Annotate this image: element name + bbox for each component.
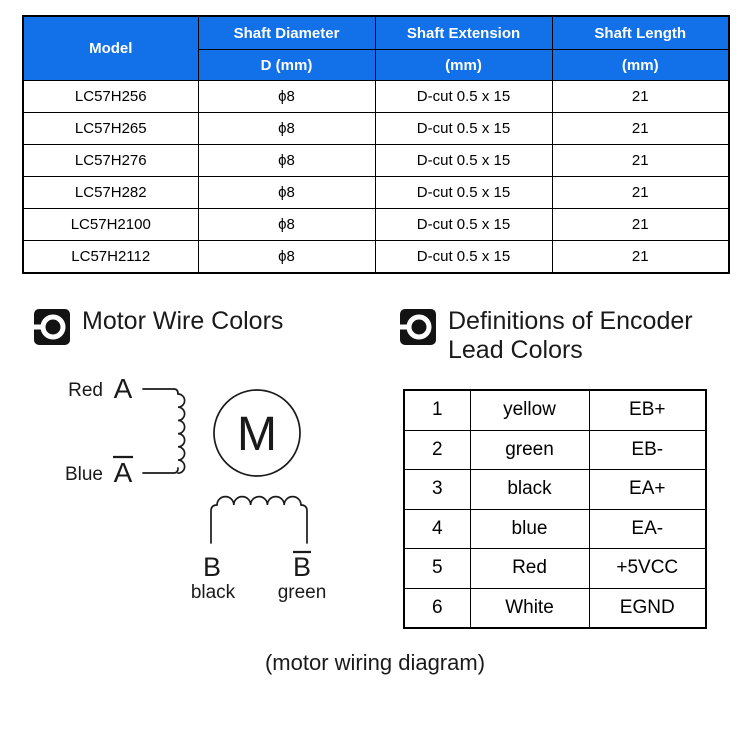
encoder-row [404, 390, 706, 430]
wire-b [211, 505, 217, 543]
motor-wire-colors-title: Motor Wire Colors [82, 307, 284, 335]
spec-row [23, 145, 729, 177]
motor-wiring-diagram [35, 370, 365, 610]
encoder-cell-color: green [470, 430, 589, 470]
wire-a-bar [143, 468, 178, 473]
spec-cell-diameter: ϕ8 [198, 241, 375, 274]
spec-header-length-unit: (mm) [552, 50, 729, 81]
encoder-row [404, 470, 706, 510]
spec-cell-extension: D-cut 0.5 x 15 [375, 113, 552, 145]
shaft-cross-section-icon [399, 308, 437, 346]
spec-cell-model: LC57H282 [23, 177, 198, 209]
encoder-cell-signal: EA+ [589, 470, 706, 510]
spec-header-model: Model [23, 16, 198, 81]
encoder-row [404, 430, 706, 470]
encoder-cell-pin: 4 [404, 509, 470, 549]
spec-header-extension-unit: (mm) [375, 50, 552, 81]
encoder-cell-pin: 6 [404, 588, 470, 628]
label-phase-a: A [113, 373, 133, 404]
winding-b [217, 497, 301, 505]
spec-cell-extension: D-cut 0.5 x 15 [375, 145, 552, 177]
spec-cell-extension: D-cut 0.5 x 15 [375, 81, 552, 113]
spec-cell-length: 21 [552, 81, 729, 113]
label-green: green [277, 582, 327, 603]
spec-cell-model: LC57H256 [23, 81, 198, 113]
spec-cell-diameter: ϕ8 [198, 113, 375, 145]
spec-row [23, 241, 729, 274]
spec-cell-model: LC57H2112 [23, 241, 198, 274]
spec-cell-model: LC57H2100 [23, 209, 198, 241]
spec-cell-length: 21 [552, 209, 729, 241]
wire-a [143, 389, 178, 394]
encoder-row [404, 509, 706, 549]
spec-cell-model: LC57H276 [23, 145, 198, 177]
encoder-cell-color: blue [470, 509, 589, 549]
spec-row [23, 81, 729, 113]
motor-label: M [237, 408, 277, 461]
spec-header-shaft-extension: Shaft Extension [375, 16, 552, 50]
label-phase-b-bar: B [292, 552, 312, 582]
label-black: black [190, 582, 236, 603]
encoder-title-line2: Lead Colors [448, 336, 583, 364]
encoder-cell-signal: +5VCC [589, 549, 706, 589]
spec-cell-diameter: ϕ8 [198, 177, 375, 209]
encoder-title [448, 307, 693, 365]
spec-cell-extension: D-cut 0.5 x 15 [375, 241, 552, 274]
spec-row [23, 177, 729, 209]
spec-cell-length: 21 [552, 241, 729, 274]
shaft-spec-table [22, 15, 730, 274]
encoder-cell-signal: EA- [589, 509, 706, 549]
label-blue: Blue [64, 464, 103, 485]
spec-header-diameter-unit: D (mm) [198, 50, 375, 81]
diagram-caption: (motor wiring diagram) [264, 650, 486, 675]
spec-row [23, 113, 729, 145]
encoder-cell-color: black [470, 470, 589, 510]
spec-header-shaft-length: Shaft Length [552, 16, 729, 50]
encoder-lead-table [403, 389, 707, 629]
encoder-lead-colors-heading [399, 307, 693, 365]
label-red: Red [68, 380, 103, 401]
encoder-cell-color: White [470, 588, 589, 628]
spec-cell-extension: D-cut 0.5 x 15 [375, 177, 552, 209]
spec-cell-diameter: ϕ8 [198, 209, 375, 241]
encoder-cell-signal: EB+ [589, 390, 706, 430]
spec-cell-model: LC57H265 [23, 113, 198, 145]
encoder-cell-pin: 5 [404, 549, 470, 589]
label-phase-a-bar: A [113, 457, 133, 488]
encoder-cell-color: Red [470, 549, 589, 589]
spec-cell-diameter: ϕ8 [198, 81, 375, 113]
spec-cell-length: 21 [552, 113, 729, 145]
encoder-cell-signal: EGND [589, 588, 706, 628]
motor-wire-colors-heading [33, 307, 283, 346]
shaft-cross-section-icon [33, 308, 71, 346]
spec-cell-diameter: ϕ8 [198, 145, 375, 177]
winding-a [178, 394, 185, 473]
encoder-row [404, 549, 706, 589]
spec-row [23, 209, 729, 241]
spec-header-row-1 [23, 16, 729, 50]
encoder-cell-pin: 2 [404, 430, 470, 470]
encoder-row [404, 588, 706, 628]
spec-header-shaft-diameter: Shaft Diameter [198, 16, 375, 50]
wire-b-bar [301, 505, 307, 543]
encoder-cell-color: yellow [470, 390, 589, 430]
encoder-cell-signal: EB- [589, 430, 706, 470]
encoder-title-line1: Definitions of Encoder [448, 307, 693, 335]
spec-cell-extension: D-cut 0.5 x 15 [375, 209, 552, 241]
spec-cell-length: 21 [552, 177, 729, 209]
spec-cell-length: 21 [552, 145, 729, 177]
label-phase-b: B [202, 552, 222, 582]
encoder-cell-pin: 3 [404, 470, 470, 510]
encoder-cell-pin: 1 [404, 390, 470, 430]
